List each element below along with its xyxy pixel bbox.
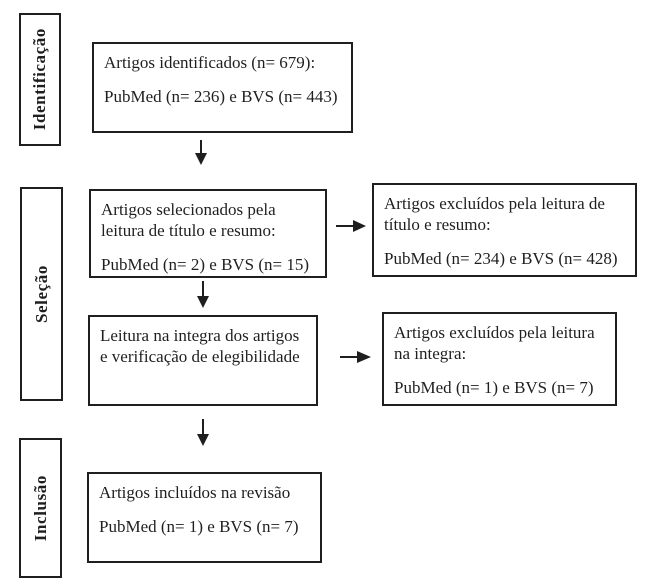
box-articles-excluded-full-text xyxy=(382,312,617,406)
stage-label-inclusao xyxy=(19,438,62,578)
arrow-down-icon xyxy=(197,419,209,446)
stage-label-identificacao xyxy=(19,13,61,146)
box-text-line: PubMed (n= 236) e BVS (n= 443) xyxy=(104,87,338,106)
box-full-text-reading xyxy=(88,315,318,406)
box-text-line: PubMed (n= 2) e BVS (n= 15) xyxy=(101,255,310,274)
box-text-line: Artigos excluídos pela leitura na integra: xyxy=(394,323,595,363)
box-text-line: PubMed (n= 1) e BVS (n= 7) xyxy=(394,378,594,397)
box-text-line: Artigos selecionados pela leitura de título e resumo: xyxy=(101,200,276,240)
box-text-line: Leitura na integra dos artigos e verificação de elegibilidade xyxy=(100,326,300,366)
box-text-line: Artigos excluídos pela leitura de título e resumo: xyxy=(384,194,605,234)
stage-label-text: Identificação xyxy=(30,28,49,131)
stage-label-text: Seleção xyxy=(31,264,51,323)
arrow-down-icon xyxy=(197,281,209,308)
stage-label-selecao xyxy=(20,187,63,401)
box-articles-selected xyxy=(89,189,327,278)
stage-label-text: Inclusão xyxy=(30,474,50,542)
box-articles-identified xyxy=(92,42,353,133)
arrow-right-icon xyxy=(336,220,366,232)
box-text-line: PubMed (n= 1) e BVS (n= 7) xyxy=(99,517,299,536)
arrow-down-icon xyxy=(195,140,207,165)
box-text-line: PubMed (n= 234) e BVS (n= 428) xyxy=(384,249,618,268)
arrow-right-icon xyxy=(340,351,371,363)
box-text-line: Artigos identificados (n= 679): xyxy=(104,53,316,72)
box-text-line: Artigos incluídos na revisão xyxy=(99,483,291,502)
box-articles-included xyxy=(87,472,322,563)
box-articles-excluded-title-abstract xyxy=(372,183,637,277)
